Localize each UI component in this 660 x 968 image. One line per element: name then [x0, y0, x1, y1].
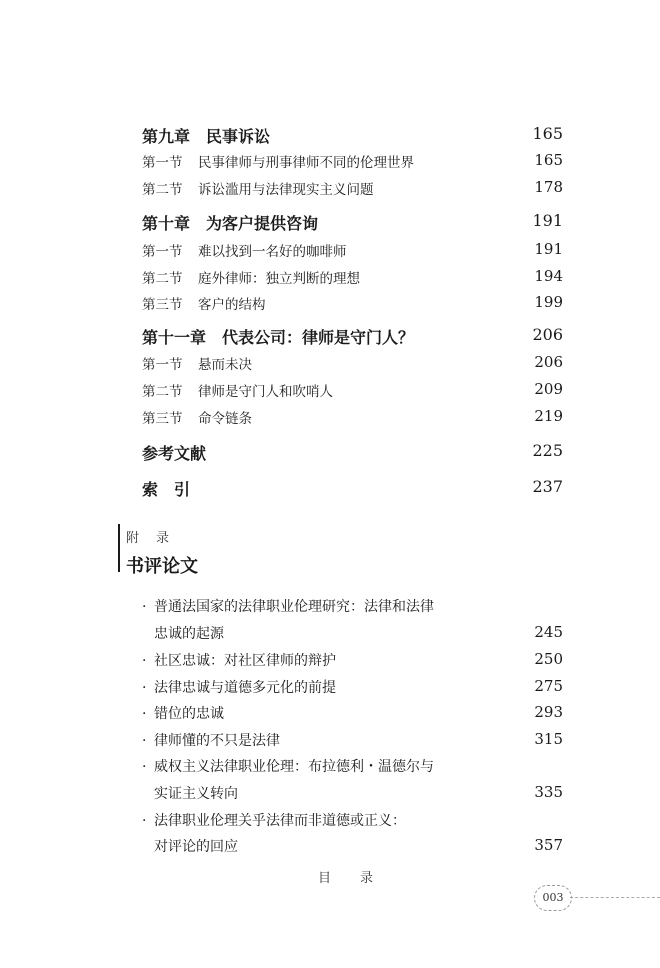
appendix-item-continued: [0, 783, 660, 809]
page-ref: 237: [532, 477, 563, 496]
appendix-item-title: · 法律职业伦理关乎法律而非道德或正义：: [142, 813, 406, 829]
bullet-icon: ·: [142, 599, 147, 615]
page-ref: 250: [534, 650, 563, 668]
section-entry: [0, 380, 660, 406]
section-title: 律师是守门人和吹哨人: [198, 384, 333, 400]
page-ref: 165: [532, 124, 563, 143]
page-ref: 191: [532, 211, 563, 230]
section-text: [142, 240, 347, 260]
chapter-entry: [0, 124, 660, 150]
page-ref: 335: [534, 783, 563, 801]
section-title: 悬而未决: [198, 357, 252, 373]
appendix-item-continued: [0, 836, 660, 862]
appendix-item: [0, 730, 660, 756]
bullet-icon: ·: [142, 733, 147, 749]
appendix-item-title: · 错位的忠诚: [142, 706, 224, 722]
appendix-item: [0, 756, 660, 782]
section-title: 庭外律师：独立判断的理想: [198, 271, 360, 287]
section-entry: [0, 407, 660, 433]
appendix-item: [0, 677, 660, 703]
appendix-item-title: · 普通法国家的法律职业伦理研究：法律和法律: [142, 599, 434, 615]
appendix-item-title: · 律师懂的不只是法律: [142, 733, 280, 749]
page-ref: 219: [534, 407, 563, 425]
appendix-item-title: · 法律忠诚与道德多元化的前提: [142, 680, 336, 696]
page-ref: 293: [534, 703, 563, 721]
section-number: 第二节: [142, 182, 183, 198]
section-text: [142, 151, 414, 171]
section-number: 第一节: [142, 155, 183, 171]
bullet-icon: ·: [142, 706, 147, 722]
page-ref: 209: [534, 380, 563, 398]
chapter-title: 索 引: [142, 480, 191, 499]
page-ref: 245: [534, 623, 563, 641]
chapter-title: 第十一章 代表公司：律师是守门人？: [142, 328, 415, 347]
page-ref: 199: [534, 293, 563, 311]
bullet-icon: ·: [142, 813, 147, 829]
page-ref: 178: [534, 178, 563, 196]
section-title: 客户的结构: [198, 297, 266, 313]
section-text: [142, 178, 374, 198]
section-text: [142, 407, 252, 427]
section-text: [142, 353, 252, 373]
footer-title: 目 录: [318, 871, 382, 886]
appendix-item-title-cont: 实证主义转向: [154, 786, 238, 802]
footer-dashed-line: [570, 897, 660, 898]
page-ref: 357: [534, 836, 563, 854]
appendix-item-title: · 社区忠诚：对社区律师的辩护: [142, 653, 336, 669]
chapter-entry: [0, 441, 660, 467]
section-number: 第一节: [142, 244, 183, 260]
section-entry: [0, 293, 660, 319]
page-number: 003: [534, 885, 572, 911]
page-ref: 194: [534, 267, 563, 285]
section-title: 命令链条: [198, 411, 252, 427]
appendix-item: [0, 650, 660, 676]
section-entry: [0, 240, 660, 266]
appendix-item-title-cont: 对评论的回应: [154, 839, 238, 855]
appendix-item-title: · 威权主义法律职业伦理：布拉德利・温德尔与: [142, 759, 434, 775]
section-entry: [0, 178, 660, 204]
page-ref: 315: [534, 730, 563, 748]
section-title: 诉讼滥用与法律现实主义问题: [198, 182, 374, 198]
page-ref: 206: [534, 353, 563, 371]
chapter-entry: [0, 477, 660, 503]
section-number: 第三节: [142, 297, 183, 313]
appendix-label: 附 录: [126, 531, 172, 546]
section-number: 第二节: [142, 271, 183, 287]
section-entry: [0, 151, 660, 177]
appendix-title: 书评论文: [126, 556, 198, 577]
bullet-icon: ·: [142, 759, 147, 775]
page-ref: 191: [534, 240, 563, 258]
chapter-title: 参考文献: [142, 444, 207, 463]
chapter-entry: [0, 325, 660, 351]
appendix-item: [0, 596, 660, 622]
section-text: [142, 293, 266, 313]
section-entry: [0, 353, 660, 379]
bullet-icon: ·: [142, 680, 147, 696]
appendix-item: [0, 703, 660, 729]
chapter-entry: [0, 211, 660, 237]
appendix-bar: [118, 524, 120, 572]
chapter-title: 第十章 为客户提供咨询: [142, 214, 319, 233]
section-text: [142, 267, 360, 287]
section-entry: [0, 267, 660, 293]
section-number: 第二节: [142, 384, 183, 400]
section-title: 难以找到一名好的咖啡师: [198, 244, 347, 260]
appendix-item: [0, 810, 660, 836]
chapter-title: 第九章 民事诉讼: [142, 127, 271, 146]
appendix-item-continued: [0, 623, 660, 649]
section-text: [142, 380, 333, 400]
section-number: 第一节: [142, 357, 183, 373]
bullet-icon: ·: [142, 653, 147, 669]
page-ref: 225: [532, 441, 563, 460]
appendix-item-title-cont: 忠诚的起源: [154, 626, 224, 642]
page-ref: 165: [534, 151, 563, 169]
page-ref: 206: [532, 325, 563, 344]
section-number: 第三节: [142, 411, 183, 427]
section-title: 民事律师与刑事律师不同的伦理世界: [198, 155, 414, 171]
page-ref: 275: [534, 677, 563, 695]
